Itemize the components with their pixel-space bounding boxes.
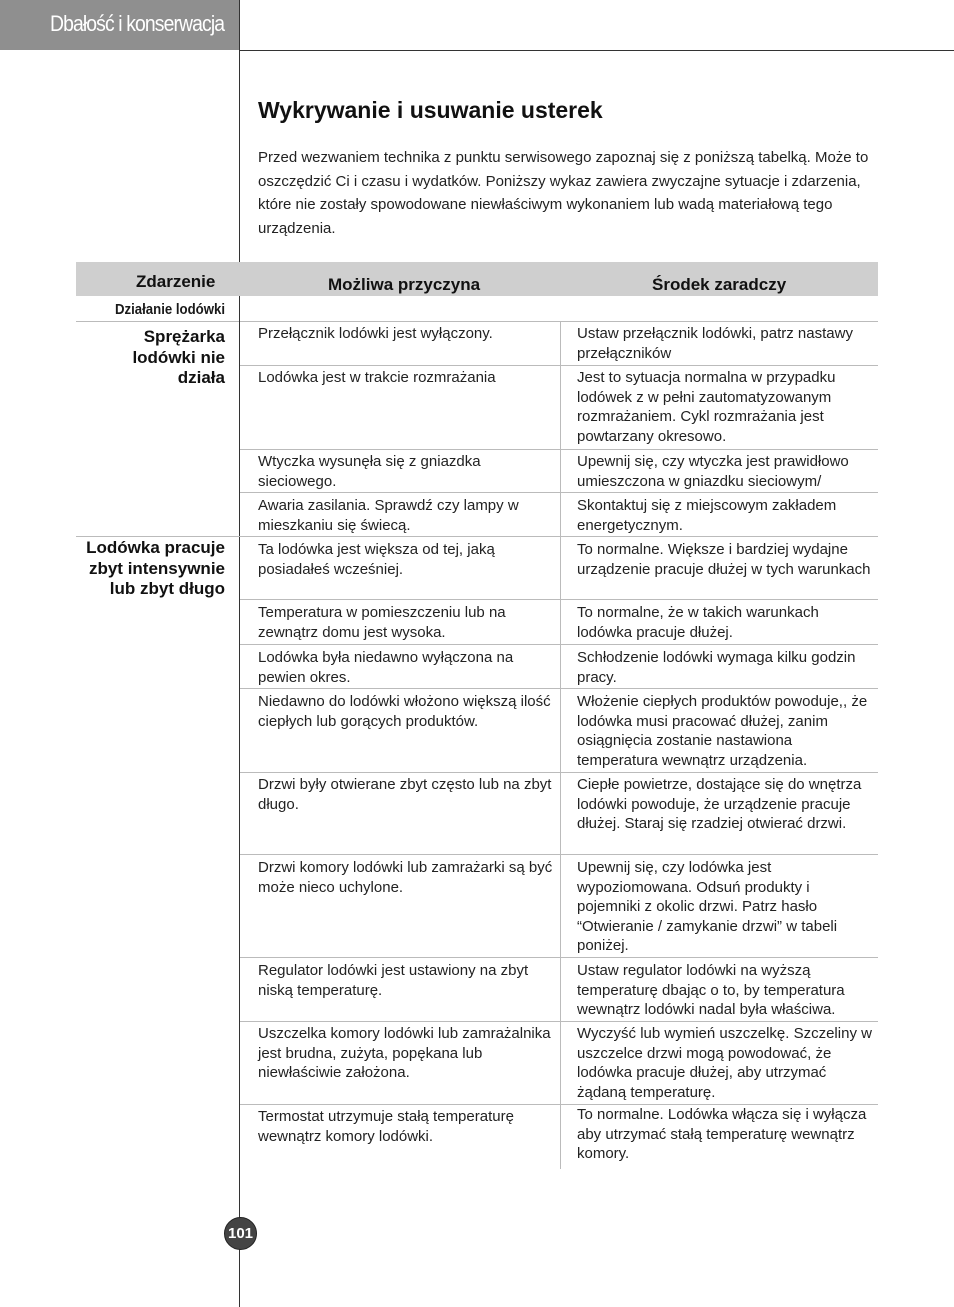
cause-cell: Lodówka jest w trakcie rozmrażania <box>258 369 496 386</box>
table-row <box>240 855 878 958</box>
cause-cell: Ta lodówka jest większa od tej, jaką posiadałeś wcześniej. <box>258 541 495 578</box>
cause-cell: Temperatura w pomieszczeniu lub na zewnątrz domu jest wysoka. <box>258 604 506 641</box>
table-row <box>240 537 878 600</box>
table-row <box>240 449 878 493</box>
header-event: Zdarzenie <box>136 272 216 291</box>
cause-cell: Niedawno do lodówki włożono większą ilość ciepłych lub gorących produktów. <box>258 693 551 730</box>
remedy-cell: To normalne, że w takich warunkach lodówka pracuje dłużej. <box>577 604 819 641</box>
section-tab <box>0 0 240 50</box>
page-title: Wykrywanie i usuwanie usterek <box>258 97 603 123</box>
table-row <box>240 1021 878 1105</box>
section-label <box>76 296 239 322</box>
header-remedy: Środek zaradczy <box>652 275 787 294</box>
remedy-cell: Ustaw regulator lodówki na wyższą temperaturę dbając o to, by temperatura wewnątrz lodówki nadal była właściwa. <box>577 962 845 1019</box>
remedy-cell: Upewnij się, czy wtyczka jest prawidłowo umieszczona w gniazdku sieciowym/ <box>577 453 849 490</box>
table-row <box>240 645 878 689</box>
table-row <box>240 600 878 645</box>
table-row <box>240 772 878 855</box>
cause-cell: Lodówka była niedawno wyłączona na pewien okres. <box>258 649 514 686</box>
cause-cell: Drzwi komory lodówki lub zamrażarki są być może nieco uchylone. <box>258 859 553 896</box>
table-row <box>240 365 878 450</box>
table-row <box>240 689 878 773</box>
header-cause: Możliwa przyczyna <box>328 275 481 294</box>
section-label-text: Działanie lodówki <box>114 301 225 318</box>
remedy-cell: Ustaw przełącznik lodówki, patrz nastawy przełączników <box>577 325 853 362</box>
cause-cell: Regulator lodówki jest ustawiony na zbyt niską temperaturę. <box>258 962 529 999</box>
table-row <box>240 321 878 366</box>
remedy-cell: Ciepłe powietrze, dostające się do wnętrza lodówki powoduje, że urządzenie pracuje dłużej. Staraj się rzadziej otwierać drzwi. <box>577 776 862 833</box>
cause-cell: Awaria zasilania. Sprawdź czy lampy w mieszkaniu się świecą. <box>258 497 519 534</box>
cause-cell: Przełącznik lodówki jest wyłączony. <box>258 325 493 342</box>
cause-cell: Termostat utrzymuje stałą temperaturę wewnątrz komory lodówki. <box>258 1108 514 1145</box>
remedy-cell: To normalne. Lodówka włącza się i wyłącza aby utrzymać stałą temperaturę wewnątrz komory. <box>577 1106 867 1163</box>
page-number: 101 <box>224 1217 257 1250</box>
remedy-cell: Włożenie ciepłych produktów powoduje,, że lodówka musi pracować dłużej, zanim osiągnięcia zostanie nastawiona temperatura wewnątrz urządzenia. <box>577 693 868 769</box>
remedy-cell: Skontaktuj się z miejscowym zakładem energetycznym. <box>577 497 837 534</box>
intro-paragraph: Przed wezwaniem technika z punktu serwisowego zapoznaj się z poniższą tabelką. Może to oszczędzić Ci i czasu i wydatków. Poniższy wykaz zawiera zwyczajne sytuacje i zdarzenia, które nie zostały spowodowane niewłaściwym wykonaniem lub wadą materiałową tego urządzenia. <box>258 149 869 238</box>
remedy-cell: Wyczyść lub wymień uszczelkę. Szczeliny w uszczelce drzwi mogą powodować, że lodówka pracuje dłużej, aby utrzymać żądaną temperaturę. <box>577 1025 872 1101</box>
table-row <box>240 1105 878 1169</box>
remedy-cell: To normalne. Większe i bardziej wydajne urządzenie pracuje dłużej w tych warunkach <box>577 541 871 578</box>
header-rule <box>239 50 954 51</box>
table-header <box>76 262 878 296</box>
remedy-cell: Jest to sytuacja normalna w przypadku lodówek z w pełni zautomatyzowanym rozmrażaniem. Cykl rozmrażania jest powtarzany okresowo. <box>577 369 836 445</box>
category-runs-too-long: Lodówka pracuje zbyt intensywnie lub zbyt długo <box>86 538 225 598</box>
remedy-cell: Upewnij się, czy lodówka jest wypoziomowana. Odsuń produkty i pojemniki z okolic drzwi. Patrz hasło “Otwieranie / zamykanie drzwi” w tabeli poniżej. <box>577 859 838 955</box>
section-tab-label: Dbałość i konserwacja <box>50 11 225 36</box>
cause-cell: Uszczelka komory lodówki lub zamrażalnika jest brudna, zużyta, popękana lub niewłaściwie założona. <box>258 1025 551 1082</box>
table-row <box>240 958 878 1022</box>
table-row <box>240 493 878 537</box>
cause-cell: Wtyczka wysunęła się z gniazdka sieciowego. <box>258 453 481 490</box>
cause-cell: Drzwi były otwierane zbyt często lub na zbyt długo. <box>258 776 552 813</box>
remedy-cell: Schłodzenie lodówki wymaga kilku godzin pracy. <box>577 649 856 686</box>
category-compressor: Sprężarka lodówki nie działa <box>132 327 225 387</box>
